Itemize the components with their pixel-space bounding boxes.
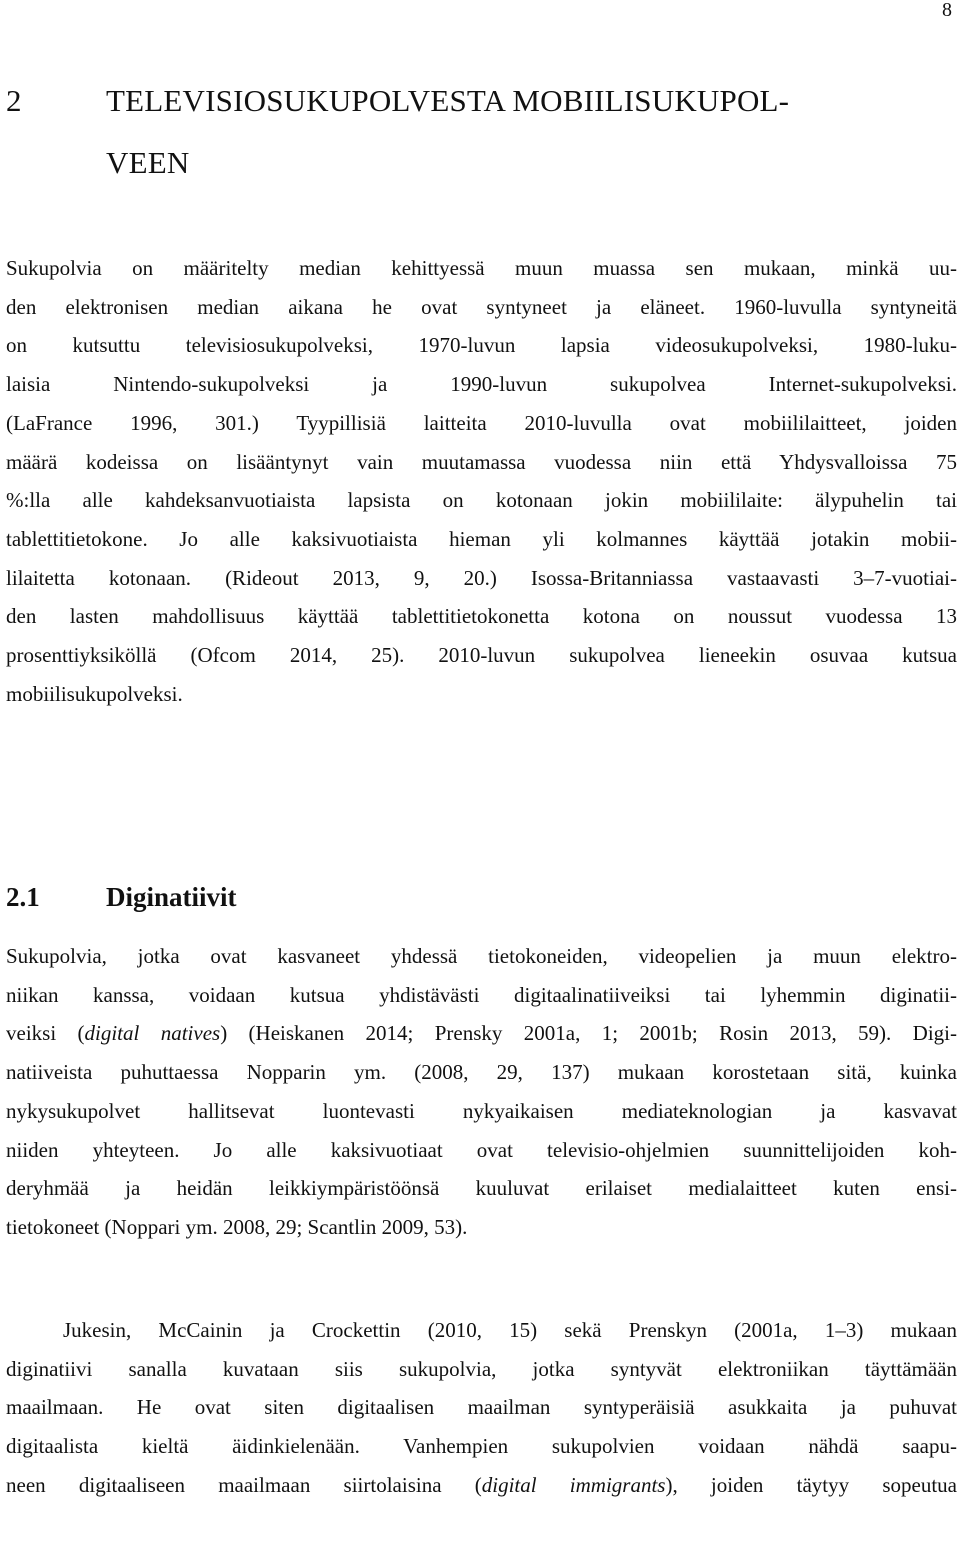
text-segment: ), joiden täytyy sopeutua bbox=[665, 1472, 957, 1497]
text-line: deryhmää ja heidän leikkiympäristöönsä kuuluvat erilaiset medialaitteet kuten ensi- bbox=[6, 1176, 957, 1201]
italic-term: digital natives bbox=[84, 1021, 221, 1046]
text-line: maailmaan. He ovat siten digitaalisen maailman syntyperäisiä asukkaita ja puhuvat bbox=[6, 1395, 957, 1420]
text-line: diginatiivi sanalla kuvataan siis sukupolvia, jotka syntyvät elektroniikan täyttämään bbox=[6, 1356, 957, 1381]
text-line: den lasten mahdollisuus käyttää tablettitietokonetta kotona on noussut vuodessa 13 bbox=[6, 604, 957, 629]
text-line: niiden yhteyteen. Jo alle kaksivuotiaat ovat televisio-ohjelmien suunnittelijoiden koh- bbox=[6, 1137, 957, 1162]
chapter-number: 2 bbox=[6, 83, 22, 118]
paragraph-1 bbox=[6, 249, 957, 713]
text-line: lilaitetta kotonaan. (Rideout 2013, 9, 20.) Isossa-Britanniassa vastaavasti 3–7-vuotiai- bbox=[6, 565, 957, 590]
text-line bbox=[6, 1466, 957, 1505]
text-line: niikan kanssa, voidaan kutsua yhdistävästi digitaalinatiiveiksi tai lyhemmin diginatii- bbox=[6, 982, 957, 1007]
text-line: mobiilisukupolveksi. bbox=[6, 681, 183, 706]
text-line: Jukesin, McCainin ja Crockettin (2010, 15) sekä Prenskyn (2001a, 1–3) mukaan bbox=[63, 1318, 957, 1342]
section-title: Diginatiivit bbox=[106, 882, 237, 912]
text-line: prosenttiyksiköllä (Ofcom 2014, 25). 2010-luvun sukupolvea lieneekin osuvaa kutsua bbox=[6, 643, 957, 668]
text-line: on kutsuttu televisiosukupolveksi, 1970-luvun lapsia videosukupolveksi, 1980-luku- bbox=[6, 333, 957, 358]
text-line: den elektronisen median aikana he ovat syntyneet ja eläneet. 1960-luvulla syntyneitä bbox=[6, 294, 957, 319]
page-number: 8 bbox=[942, 0, 952, 21]
text-segment: veiksi ( bbox=[6, 1021, 85, 1046]
chapter-title-line-1: TELEVISIOSUKUPOLVESTA MOBIILISUKUPOL- bbox=[106, 83, 790, 118]
text-line: tietokoneet (Noppari ym. 2008, 29; Scantlin 2009, 53). bbox=[6, 1214, 468, 1239]
text-line: Sukupolvia on määritelty median kehittyessä muun muassa sen mukaan, minkä uu- bbox=[6, 256, 957, 280]
chapter-heading bbox=[6, 70, 946, 194]
paragraph-3 bbox=[6, 1311, 957, 1505]
text-line: digitaalista kieltä äidinkielenään. Vanhempien sukupolvien voidaan nähdä saapu- bbox=[6, 1434, 957, 1459]
text-line: %:lla alle kahdeksanvuotiaista lapsista on kotonaan jokin mobiililaite: älypuhelin tai bbox=[6, 488, 957, 513]
text-line: (LaFrance 1996, 301.) Tyypillisiä laitteita 2010-luvulla ovat mobiililaitteet, joiden bbox=[6, 410, 957, 435]
chapter-title-line-2: VEEN bbox=[106, 145, 190, 180]
text-line: Sukupolvia, jotka ovat kasvaneet yhdessä tietokoneiden, videopelien ja muun elektro- bbox=[6, 944, 957, 968]
section-heading bbox=[6, 877, 237, 917]
text-segment: neen digitaaliseen maailmaan siirtolaisina ( bbox=[6, 1472, 482, 1497]
paragraph-2 bbox=[6, 937, 957, 1247]
text-line: nykysukupolvet hallitsevat luontevasti nykyaikaisen mediateknologian ja kasvavat bbox=[6, 1098, 957, 1123]
text-line: tablettitietokone. Jo alle kaksivuotiaista hieman yli kolmannes käyttää jotakin mobii- bbox=[6, 526, 957, 551]
text-line: määrä kodeissa on lisääntynyt vain muutamassa vuodessa niin että Yhdysvalloissa 75 bbox=[6, 449, 957, 474]
text-segment: ) (Heiskanen 2014; Prensky 2001a, 1; 2001b; Rosin 2013, 59). Digi- bbox=[220, 1021, 957, 1046]
text-line bbox=[6, 1014, 957, 1053]
text-line: laisia Nintendo-sukupolveksi ja 1990-luvun sukupolvea Internet-sukupolveksi. bbox=[6, 372, 957, 397]
text-line: natiiveista puhuttaessa Nopparin ym. (2008, 29, 137) mukaan korostetaan sitä, kuinka bbox=[6, 1060, 957, 1085]
section-number: 2.1 bbox=[6, 882, 40, 912]
italic-term: digital immigrants bbox=[481, 1472, 666, 1497]
